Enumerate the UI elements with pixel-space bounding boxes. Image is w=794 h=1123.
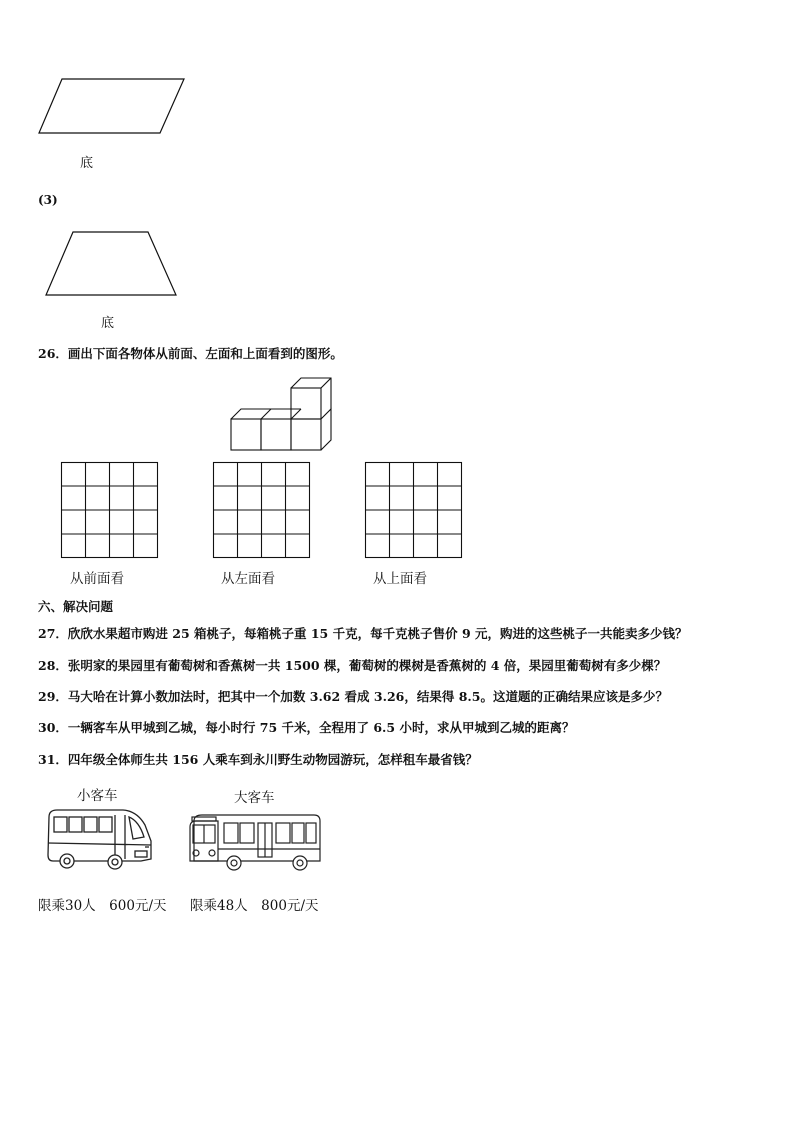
question-27: 27．欣欣水果超市购进 25 箱桃子，每箱桃子重 15 千克，每千克桃子售价 9 元，购进的这些桃子一共能卖多少钱？ — [38, 626, 688, 641]
question-30: 30．一辆客车从甲城到乙城，每小时行 75 千米，全程用了 6.5 小时，求从甲城到乙城的距离？ — [38, 720, 575, 735]
left-view-grid[interactable] — [213, 462, 311, 558]
trapezoid-figure — [44, 231, 178, 297]
large-bus-image — [188, 813, 324, 875]
top-view-grid[interactable] — [365, 462, 463, 558]
small-bus-name: 小客车 — [77, 788, 118, 804]
top-view-label: 从上面看 — [373, 571, 427, 587]
question-28: 28．张明家的果园里有葡萄树和香蕉树一共 1500 棵，葡萄树的棵树是香蕉树的 4 倍，果园里葡萄树有多少棵？ — [38, 658, 667, 673]
question-29: 29．马大哈在计算小数加法时，把其中一个加数 3.62 看成 3.26，结果得 8.5。这道题的正确结果应该是多少？ — [38, 689, 668, 704]
question-26: 26．画出下面各物体从前面、左面和上面看到的图形。 — [38, 346, 343, 361]
left-view-label: 从左面看 — [221, 571, 275, 587]
large-bus-caption: 限乘48人 800元/天 — [190, 898, 319, 914]
front-view-grid[interactable] — [61, 462, 159, 558]
section-title: 六、解决问题 — [38, 599, 114, 614]
front-view-label: 从前面看 — [70, 571, 124, 587]
parallelogram-base-label: 底 — [80, 156, 94, 171]
trapezoid-base-label: 底 — [101, 316, 115, 331]
parallelogram-figure — [38, 78, 188, 136]
small-bus-caption: 限乘30人 600元/天 — [38, 898, 167, 914]
question-31: 31．四年级全体师生共 156 人乘车到永川野生动物园游玩，怎样租车最省钱？ — [38, 752, 478, 767]
cube-stack-figure — [228, 376, 338, 454]
small-bus-image — [45, 807, 155, 873]
large-bus-name: 大客车 — [234, 790, 275, 806]
part-3-label: (3) — [38, 193, 58, 207]
